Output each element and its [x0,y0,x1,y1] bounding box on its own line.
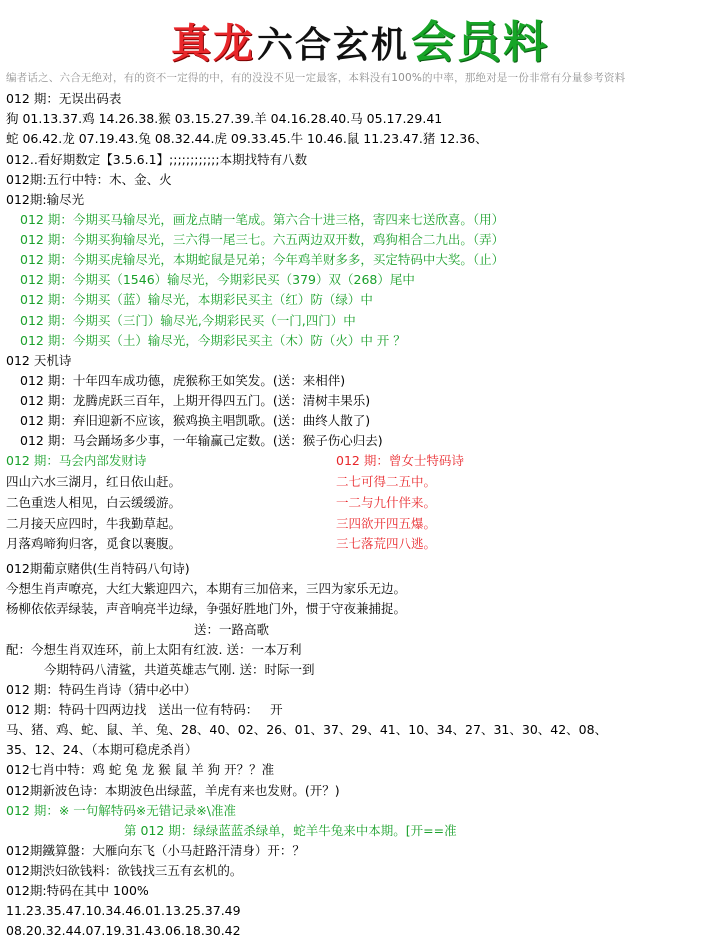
text-line: 今期特码八清鲨，共道英雄志气刚. 送：时际一到 [44,661,315,677]
text-line: 012 期：今期买（1546）输尽光，今期彩民买（379）双（268）尾中 [20,272,415,288]
poem-line: 三四欲开四五爆。 [336,515,437,531]
text-line: 012 期：弃旧迎新不应该，猴鸡换主唱凯歌。(送：曲终人散了) [20,413,371,429]
text-line: 杨柳依依弄绿装，声音响亮半边绿，争强好胜地门外，惯于守夜兼捕捉。 [6,601,407,617]
poem-right-heading: 012 期：曾女士特码诗 [336,453,464,469]
title-part-huiyuanliao: 会员料 [411,17,549,68]
title-part-liuhexuanji: 六合玄机 [256,25,409,66]
text-line: 012期葡京赌供(生肖特码八句诗) [6,561,190,577]
text-line: 11.23.35.47.10.34.46.01.13.25.37.49 [6,903,241,919]
text-line: 012 期：今期买虎输尽光，本期蛇鼠是兄弟；今年鸡羊财多多，买定特码中大奖。（止） [20,252,505,268]
text-line: 今想生肖声嘹亮，大红大紫迎四六，本期有三加倍来，三四为家乐无边。 [6,581,407,597]
text-line: 送：一路高歌 [194,621,270,637]
text-line: 012 期：今期买（蓝）输尽光，本期彩民买主（红）防（绿）中 [20,292,373,308]
text-line: 012期新波色诗：本期波色出绿蓝，羊虎有来也发财。(开？) [6,782,340,798]
text-line: 蛇 06.42.龙 07.19.43.兔 08.32.44.虎 09.33.45.牛 10.46.鼠 11.23.47.猪 12.36、 [6,131,488,147]
text-line: 012 期：无误出码表 [6,91,122,107]
poem-line: 月落鸡啼狗归客，觅食以裹腹。 [6,536,182,552]
poem-line: 四山六水三湖月，红日依山赶。 [6,474,182,490]
text-line: 012 期：今期买马输尽光，画龙点睛一笔成。第六合十进三格，寄四来七送欣喜。（用） [20,211,505,227]
text-line: 012 天机诗 [6,352,72,368]
text-line: 012 期：十年四车成功德，虎猴称王如笑发。(送：来相伴) [20,372,346,388]
text-line: 012期:五行中特：木、金、火 [6,171,172,187]
text-line: 012七肖中特：鸡 蛇 兔 龙 猴 鼠 羊 狗 开？？准 [6,762,275,778]
text-line: 012 期：今期买（三门）输尽光,今期彩民买（一门,四门）中 [20,312,356,328]
text-line: 012..看好期数定【3.5.6.1】;;;;;;;;;;;;本期找特有八数 [6,151,308,167]
text-line: 35、12、24、（本期可稳虎杀肖） [6,742,198,758]
poem-line: 三七落荒四八逃。 [336,536,437,552]
text-line: 配：今想生肖双连环，前上太阳有红波. 送：一本万利 [6,641,302,657]
editor-note: 编者话之、六合无绝对，有的资不一定得的中，有的没没不见一定最客，本料没有100%的中率，那绝对是一份非常有分量参考资料 [6,72,626,84]
title-part-zhenlong: 真龙 [170,21,255,67]
poem-block [4,451,716,555]
poem-line: 二七可得二五中。 [336,474,437,490]
text-line: 狗 01.13.37.鸡 14.26.38.猴 03.15.27.39.羊 04.16.28.40.马 05.17.29.41 [6,111,443,127]
poem-line: 一二与九什伴来。 [336,494,437,510]
text-line: 012 期：特码十四两边找 送出一位有特码： 开 [6,702,283,717]
text-line: 012期渋妇欲钱料：欲钱找三五有玄机的。 [6,863,243,878]
text-line: 012 期：特码生肖诗（猜中必中） [6,681,197,697]
text-line: 012期:输尽光 [6,191,85,207]
poem-column-right [306,451,666,555]
poem-left-heading: 012 期：马会内部发财诗 [6,453,147,469]
text-line: 012 期：※ 一句解特码※无错记录※\准准 [6,802,236,818]
poem-line: 二色重迭人相见，白云缓缓游。 [6,494,182,510]
text-line: 012期鐵算盤：大雁向东飞（小马赶路汗清身）开：？ [6,842,305,858]
text-line: 第 012 期：绿绿蓝蓝杀绿单，蛇羊牛兔来中本期。[开==准 [124,822,457,838]
text-line: 012 期：马会踊场多少事，一年输赢己定数。(送：猴子伤心归去) [20,433,383,449]
text-line: 012 期：今期买（土）输尽光，今期彩民买主（木）防（火）中 开 ？ [20,332,406,348]
text-line: 马、猪、鸡、蛇、鼠、羊、兔、28、40、02、26、01、37、29、41、10、34、27、31、30、42、08、 [6,722,608,738]
poem-line: 二月接天应四时，牛我勤草起。 [6,515,182,531]
text-line: 08.20.32.44.07.19.31.43.06.18.30.42 [6,923,241,939]
poem-column-left [4,451,306,555]
text-line: 012期:特码在其中 100% [6,883,149,899]
title-banner [0,0,720,70]
text-line: 012 期：今期买狗输尽光，三六得一尾三七。六五两边双开数，鸡狗相合二九出。（弄） [20,232,505,247]
text-line: 012 期：龙腾虎跃三百年，上期开得四五门。(送：清树丰果乐) [20,393,371,408]
content-body [0,89,720,949]
title-banner-inner [171,6,549,70]
